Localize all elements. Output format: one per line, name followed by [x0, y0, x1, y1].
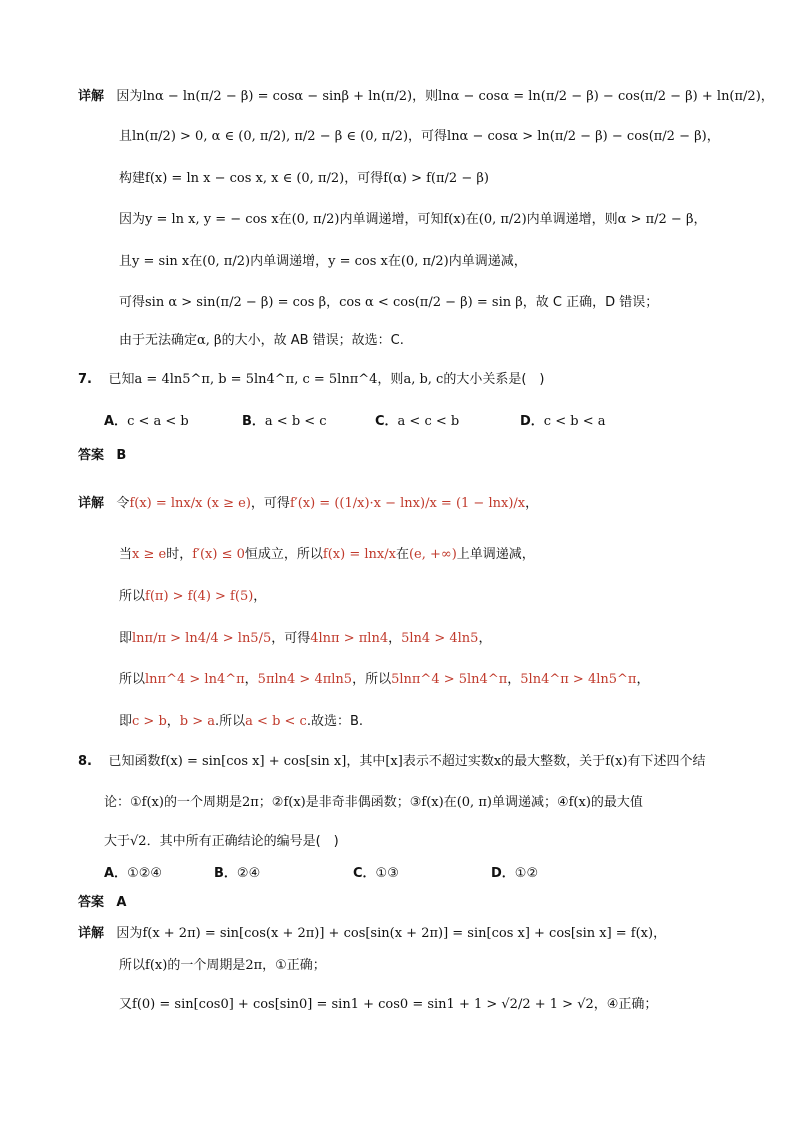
- math-expression: f(α) > f(π/2 − β): [383, 171, 489, 186]
- question-number: 7.: [78, 372, 92, 387]
- q8-answer: 答案 A: [78, 895, 127, 910]
- q7-solution-line-4: 即lnπ/π > ln4/4 > ln5/5，可得4lnπ > πln4，5ln4 > 4ln5，: [119, 631, 492, 646]
- q6-solution-line-1: 详解 因为lnα − ln(π/2 − β) = cosα − sinβ + ln(π/2)，则lnα − cosα = ln(π/2 − β) − cos(π/2 − β) + ln(π/2)，: [78, 89, 774, 104]
- q7-option-d[interactable]: D．c < b < a: [520, 414, 606, 429]
- q8-option-b[interactable]: B．②④: [214, 866, 261, 881]
- q8-stem-line-2: 论：①f(x)的一个周期是2π；②f(x)是非奇非偶函数；③f(x)在(0, π)单调递减；④f(x)的最大值: [104, 795, 643, 810]
- math-expression: lnα − cosα > ln(π/2 − β) − cos(π/2 − β): [447, 129, 707, 144]
- q6-solution-line-5: 且y = sin x在(0, π/2)内单调递增，y = cos x在(0, π/2)内单调递减，: [119, 254, 527, 269]
- q8-solution-line-3: 又f(0) = sin[cos0] + cos[sin0] = sin1 + cos0 = sin1 + 1 > √2/2 + 1 > √2，④正确；: [119, 997, 658, 1012]
- q8-option-c[interactable]: C．①③: [353, 866, 399, 881]
- question-number: 8.: [78, 754, 92, 769]
- q6-solution-line-2: 且ln(π/2) > 0, α ∈ (0, π/2), π/2 − β ∈ (0, π/2)，可得lnα − cosα > ln(π/2 − β) − cos(π/2 − β)，: [119, 129, 720, 144]
- math-expression: f(x) = ln x − cos x, x ∈ (0, π/2): [145, 171, 345, 186]
- q7-answer: 答案 B: [78, 448, 127, 463]
- q6-solution-line-6: 可得sin α > sin(π/2 − β) = cos β，cos α < cos(π/2 − β) = sin β，故 C 正确，D 错误；: [119, 295, 659, 310]
- q8-solution-line-2: 所以f(x)的一个周期是2π，①正确；: [119, 958, 326, 973]
- q7-option-b[interactable]: B．a < b < c: [242, 414, 327, 429]
- q6-solution-line-7: 由于无法确定α, β的大小，故 AB 错误；故选：C.: [119, 333, 404, 348]
- q6-solution-line-4: 因为y = ln x, y = − cos x在(0, π/2)内单调递增，可知f(x)在(0, π/2)内单调递增，则α > π/2 − β，: [119, 212, 707, 227]
- q7-solution-line-6: 即c > b，b > a.所以a < b < c.故选：B.: [119, 714, 364, 729]
- q8-option-d[interactable]: D．①②: [491, 866, 539, 881]
- q7-solution-line-3: 所以f(π) > f(4) > f(5)，: [119, 589, 267, 604]
- q7-option-a[interactable]: A．c < a < b: [104, 414, 189, 429]
- q7-stem: 7. 已知a = 4ln5^π, b = 5ln4^π, c = 5lnπ^4，则a, b, c的大小关系是( ): [78, 372, 545, 387]
- math-expression: lnα − ln(π/2 − β) = cosα − sinβ + ln(π/2): [142, 89, 413, 104]
- answer-value: B: [116, 448, 127, 463]
- q8-solution-line-1: 详解 因为f(x + 2π) = sin[cos(x + 2π)] + cos[sin(x + 2π)] = sin[cos x] + cos[sin x] = f(x)，: [78, 926, 667, 941]
- q6-solution-line-3: 构建f(x) = ln x − cos x, x ∈ (0, π/2)，可得f(α) > f(π/2 − β): [119, 171, 489, 186]
- q8-stem-line-1: 8. 已知函数f(x) = sin[cos x] + cos[sin x]，其中[x]表示不超过实数x的最大整数，关于f(x)有下述四个结: [78, 754, 706, 769]
- math-expression: ln(π/2) > 0, α ∈ (0, π/2), π/2 − β ∈ (0, π/2): [132, 129, 409, 144]
- q8-option-a[interactable]: A．①②④: [104, 866, 163, 881]
- answer-value: A: [116, 895, 127, 910]
- q7-solution-line-5: 所以lnπ^4 > ln4^π，5πln4 > 4πln5，所以5lnπ^4 > 5ln4^π，5ln4^π > 4ln5^π，: [119, 672, 650, 687]
- q7-solution-line-2: 当x ≥ e时，f′(x) ≤ 0恒成立，所以f(x) = lnx/x在(e, +∞)上单调递减，: [119, 547, 535, 562]
- solution-label: 详解: [78, 89, 105, 104]
- q7-option-c[interactable]: C．a < c < b: [375, 414, 460, 429]
- math-expression: lnα − cosα = ln(π/2 − β) − cos(π/2 − β) + ln(π/2): [438, 89, 761, 104]
- q8-stem-line-3: 大于√2．其中所有正确结论的编号是( ): [104, 834, 339, 849]
- q7-solution-line-1: 详解 令f(x) = lnx/x (x ≥ e)，可得f′(x) = ((1/x)·x − lnx)/x = (1 − lnx)/x，: [78, 496, 539, 511]
